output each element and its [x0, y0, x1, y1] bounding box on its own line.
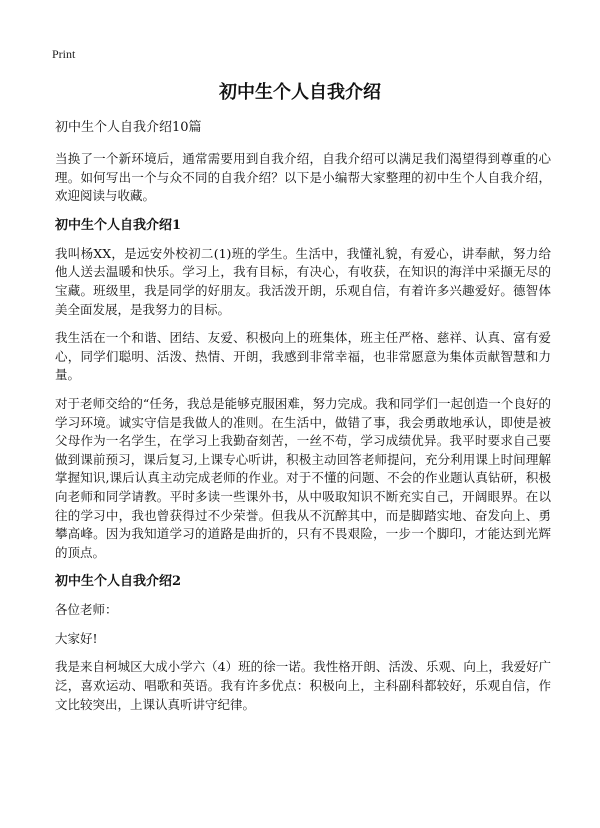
- section-2-greeting: 各位老师：: [55, 602, 118, 618]
- section-1-paragraph-2: 我生活在一个和谐、团结、友爱、积极向上的班集体，班主任严格、慈祥、认真、富有爱心，同学们聪明、活泼、热情、开朗，我感到非常幸福，也非常愿意为集体贡献智慧和力量。: [55, 330, 551, 383]
- section-1-paragraph-3: 对于老师交给的“任务，我总是能够克服困难，努力完成。我和同学们一起创造一个良好的学习环境。诚实守信是我做人的准则。在生活中，做错了事，我会勇敢地承认，即使是被父母作为一名学生，在学习上我勤奋刻苦，一丝不苟，学习成绩优异。我平时要求自己要做到课前预习，课后复习,上课专心听讲，积极主动回答老师提问，充分利用课上时间理解掌握知识,课后认真主动完成老师的作业。对于不懂的问题、不会的作业题认真钻研，积极向老师和同学请教。平时多读一些课外书，从中吸取知识不断充实自己，开阔眼界。在以往的学习中，我也曾获得过不少荣誉。但我从不沉醉其中，而是脚踏实地、奋发向上、勇攀高峰。因为我知道学习的道路是曲折的，只有不畏艰险，一步一个脚印，才能达到光辉的顶点。: [55, 395, 551, 560]
- section-heading-1: 初中生个人自我介绍1: [55, 217, 182, 233]
- intro-paragraph: 当换了一个新环境后，通常需要用到自我介绍，自我介绍可以满足我们渴望得到尊重的心理。如何写出一个与众不同的自我介绍？以下是小编帮大家整理的初中生个人自我介绍，欢迎阅读与收藏。: [55, 151, 551, 204]
- section-2-paragraph-1: 我是来自柯城区大成小学六（4）班的徐一诺。我性格开朗、活泼、乐观、向上，我爱好广泛，喜欢运动、唱歌和英语。我有许多优点：积极向上，主科副科都较好，乐观自信，作文比较突出，上课认真听讲守纪律。: [55, 659, 551, 712]
- document-body: [55, 150, 551, 724]
- section-1-paragraph-1: 我叫杨XX，是远安外校初二(1)班的学生。生活中，我懂礼貌，有爱心，讲奉献，努力给他人送去温暖和快乐。学习上，我有目标，有决心，有收获，在知识的海洋中采撷无尽的宝藏。班级里，我是同学的好朋友。我活泼开朗，乐观自信，有着许多兴趣爱好。德智体美全面发展，是我努力的目标。: [55, 245, 551, 317]
- document-subtitle: 初中生个人自我介绍10篇: [55, 120, 202, 135]
- page-title: 初中生个人自我介绍: [219, 82, 381, 103]
- print-link[interactable]: Print: [52, 47, 76, 61]
- section-heading-2: 初中生个人自我介绍2: [55, 574, 182, 590]
- section-2-salutation: 大家好!: [55, 630, 98, 646]
